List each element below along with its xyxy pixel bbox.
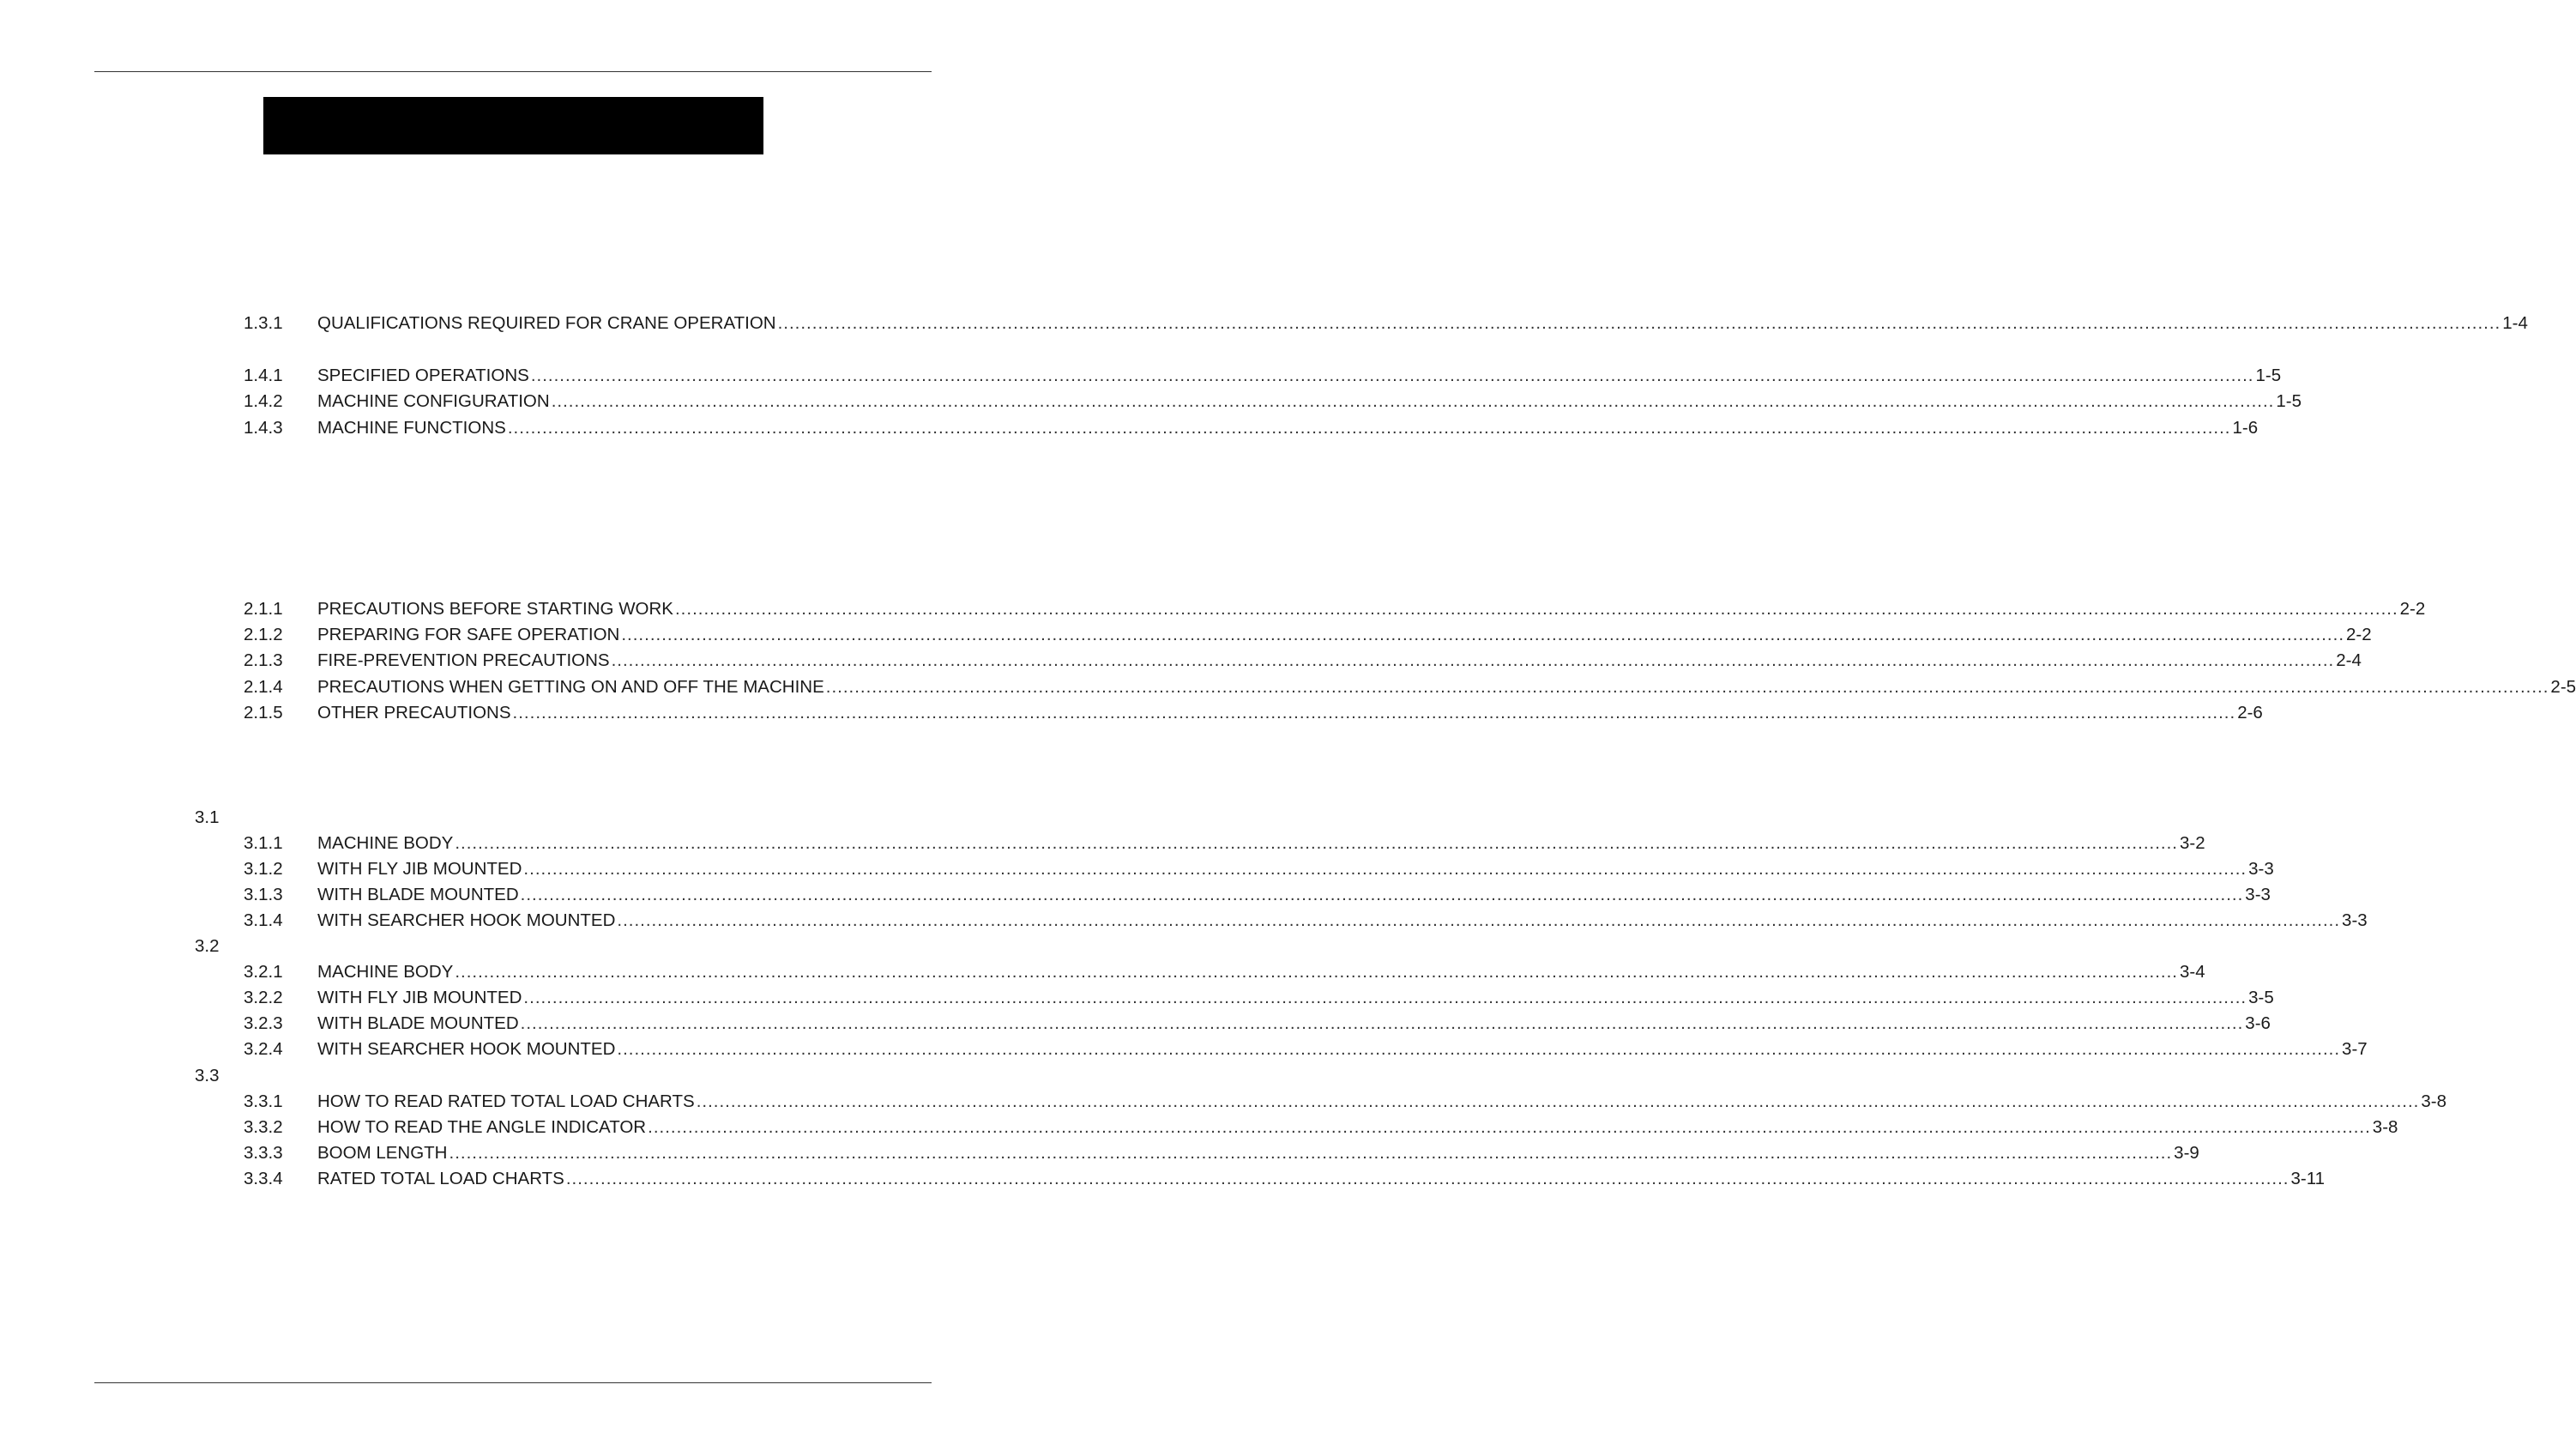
dot-leader: ............................................................................................................................................................................................................................................................................................................ bbox=[523, 859, 2247, 879]
dot-leader: ............................................................................................................................................................................................................................................................................................................ bbox=[512, 703, 2236, 722]
toc-entry-page: 2-4 bbox=[2336, 650, 2362, 670]
toc-entry-number: 3.3.1 bbox=[244, 1091, 283, 1111]
toc-entry-page: 3-11 bbox=[2290, 1169, 2326, 1188]
toc-entry-title: WITH BLADE MOUNTED bbox=[317, 1013, 519, 1033]
toc-entry-page: 3-6 bbox=[2245, 1013, 2271, 1033]
dot-leader: ............................................................................................................................................................................................................................................................................................................ bbox=[455, 833, 2178, 853]
dot-leader: ............................................................................................................................................................................................................................................................................................................ bbox=[455, 962, 2178, 982]
dot-leader: ............................................................................................................................................................................................................................................................................................................ bbox=[617, 1039, 2341, 1059]
toc-entry-title: FIRE-PREVENTION PRECAUTIONS bbox=[317, 650, 610, 670]
dot-leader: ............................................................................................................................................................................................................................................................................................................ bbox=[696, 1091, 2420, 1111]
toc-entry-page: 3-3 bbox=[2248, 859, 2274, 879]
chapter-title-banner bbox=[263, 97, 763, 154]
section-number: 3.2 bbox=[195, 936, 220, 956]
toc-entry[interactable] bbox=[244, 700, 2263, 726]
toc-entry[interactable] bbox=[244, 674, 2576, 700]
toc-entry-number: 2.1.4 bbox=[244, 677, 283, 697]
toc-entry[interactable] bbox=[244, 1011, 2271, 1037]
toc-entry[interactable] bbox=[244, 311, 2528, 336]
toc-entry-number: 3.1.4 bbox=[244, 910, 283, 930]
toc-entry-number: 3.2.2 bbox=[244, 988, 283, 1007]
dot-leader: ............................................................................................................................................................................................................................................................................................................ bbox=[674, 599, 2398, 619]
header-rule bbox=[94, 71, 932, 72]
toc-entry[interactable] bbox=[244, 1166, 2326, 1192]
toc-entry-title: HOW TO READ THE ANGLE INDICATOR bbox=[317, 1117, 647, 1137]
toc-entry-page: 3-3 bbox=[2342, 910, 2368, 930]
toc-entry[interactable] bbox=[244, 985, 2274, 1011]
dot-leader: ............................................................................................................................................................................................................................................................................................................ bbox=[520, 885, 2244, 904]
toc-entry-page: 3-8 bbox=[2421, 1091, 2447, 1111]
toc-entry-page: 3-7 bbox=[2342, 1039, 2368, 1059]
toc-entry[interactable] bbox=[244, 1089, 2447, 1115]
toc-entry-title: MACHINE BODY bbox=[317, 833, 454, 853]
toc-entry-page: 1-5 bbox=[2255, 366, 2282, 385]
toc-entry-title: MACHINE CONFIGURATION bbox=[317, 391, 550, 411]
toc-entry-number: 1.3.1 bbox=[244, 313, 283, 333]
toc-entry-title: WITH BLADE MOUNTED bbox=[317, 885, 519, 904]
toc-entry-title: HOW TO READ RATED TOTAL LOAD CHARTS bbox=[317, 1091, 695, 1111]
toc-entry-page: 1-5 bbox=[2276, 391, 2302, 411]
toc-entry[interactable] bbox=[244, 363, 2282, 389]
section-number: 3.1 bbox=[195, 807, 220, 827]
toc-entry-number: 3.3.2 bbox=[244, 1117, 283, 1137]
toc-entry-title: PREPARING FOR SAFE OPERATION bbox=[317, 625, 620, 644]
toc-entry-page: 3-5 bbox=[2248, 988, 2274, 1007]
toc-entry-title: MACHINE FUNCTIONS bbox=[317, 418, 506, 438]
toc-entry-number: 1.4.3 bbox=[244, 418, 283, 438]
toc-entry[interactable] bbox=[244, 389, 2302, 414]
toc-entry-number: 3.1.3 bbox=[244, 885, 283, 904]
toc-entry-page: 2-5 bbox=[2550, 677, 2576, 697]
toc-entry-title: SPECIFIED OPERATIONS bbox=[317, 366, 529, 385]
toc-entry-number: 2.1.2 bbox=[244, 625, 283, 644]
toc-entry[interactable] bbox=[244, 622, 2372, 648]
dot-leader: ............................................................................................................................................................................................................................................................................................................ bbox=[611, 650, 2335, 670]
toc-entry-page: 2-6 bbox=[2237, 703, 2263, 722]
toc-entry-title: WITH SEARCHER HOOK MOUNTED bbox=[317, 1039, 616, 1059]
toc-entry[interactable] bbox=[244, 831, 2205, 856]
toc-entry-title: PRECAUTIONS WHEN GETTING ON AND OFF THE MACHINE bbox=[317, 677, 824, 697]
toc-entry[interactable] bbox=[244, 1115, 2398, 1140]
toc-entry-page: 2-2 bbox=[2399, 599, 2426, 619]
toc-entry-page: 2-2 bbox=[2346, 625, 2372, 644]
toc-entry-number: 3.1.1 bbox=[244, 833, 283, 853]
toc-entry-number: 3.3.4 bbox=[244, 1169, 283, 1188]
toc-entry-page: 1-4 bbox=[2502, 313, 2528, 333]
toc-entry-number: 3.3.3 bbox=[244, 1143, 283, 1163]
toc-entry-number: 2.1.1 bbox=[244, 599, 283, 619]
toc-entry[interactable] bbox=[244, 596, 2426, 622]
toc-entry[interactable] bbox=[244, 908, 2368, 934]
toc-entry-page: 3-8 bbox=[2372, 1117, 2398, 1137]
toc-entry-title: QUALIFICATIONS REQUIRED FOR CRANE OPERATION bbox=[317, 313, 776, 333]
toc-entry-number: 1.4.1 bbox=[244, 366, 283, 385]
toc-entry-title: PRECAUTIONS BEFORE STARTING WORK bbox=[317, 599, 673, 619]
toc-entry-title: BOOM LENGTH bbox=[317, 1143, 448, 1163]
dot-leader: ............................................................................................................................................................................................................................................................................................................ bbox=[520, 1013, 2244, 1033]
toc-entry-page: 3-3 bbox=[2245, 885, 2271, 904]
footer-rule bbox=[94, 1382, 932, 1383]
toc-entry-title: WITH FLY JIB MOUNTED bbox=[317, 988, 522, 1007]
section-number: 3.3 bbox=[195, 1066, 220, 1085]
toc-entry[interactable] bbox=[244, 1140, 2199, 1166]
dot-leader: ............................................................................................................................................................................................................................................................................................................ bbox=[449, 1143, 2173, 1163]
dot-leader: ............................................................................................................................................................................................................................................................................................................ bbox=[648, 1117, 2371, 1137]
dot-leader: ............................................................................................................................................................................................................................................................................................................ bbox=[507, 418, 2231, 438]
dot-leader: ............................................................................................................................................................................................................................................................................................................ bbox=[617, 910, 2341, 930]
toc-entry-page: 3-2 bbox=[2180, 833, 2205, 853]
dot-leader: ............................................................................................................................................................................................................................................................................................................ bbox=[777, 313, 2501, 333]
toc-entry[interactable] bbox=[244, 882, 2271, 908]
toc-entry-number: 2.1.5 bbox=[244, 703, 283, 722]
dot-leader: ............................................................................................................................................................................................................................................................................................................ bbox=[621, 625, 2345, 644]
dot-leader: ............................................................................................................................................................................................................................................................................................................ bbox=[565, 1169, 2289, 1188]
toc-entry[interactable] bbox=[244, 959, 2205, 985]
toc-entry-number: 2.1.3 bbox=[244, 650, 283, 670]
dot-leader: ............................................................................................................................................................................................................................................................................................................ bbox=[825, 677, 2549, 697]
dot-leader: ............................................................................................................................................................................................................................................................................................................ bbox=[551, 391, 2275, 411]
dot-leader: ............................................................................................................................................................................................................................................................................................................ bbox=[523, 988, 2247, 1007]
toc-entry-number: 3.2.1 bbox=[244, 962, 283, 982]
toc-entry-title: RATED TOTAL LOAD CHARTS bbox=[317, 1169, 564, 1188]
toc-entry-number: 3.2.3 bbox=[244, 1013, 283, 1033]
toc-entry-title: OTHER PRECAUTIONS bbox=[317, 703, 511, 722]
toc-entry-page: 1-6 bbox=[2232, 418, 2259, 438]
toc-entry[interactable] bbox=[244, 648, 2362, 674]
toc-entry-number: 1.4.2 bbox=[244, 391, 283, 411]
toc-entry-number: 3.2.4 bbox=[244, 1039, 283, 1059]
toc-entry-number: 3.1.2 bbox=[244, 859, 283, 879]
toc-entry-page: 3-9 bbox=[2174, 1143, 2199, 1163]
dot-leader: ............................................................................................................................................................................................................................................................................................................ bbox=[530, 366, 2254, 385]
toc-entry-title: WITH SEARCHER HOOK MOUNTED bbox=[317, 910, 616, 930]
toc-entry-title: WITH FLY JIB MOUNTED bbox=[317, 859, 522, 879]
toc-entry-page: 3-4 bbox=[2180, 962, 2205, 982]
toc-entry[interactable] bbox=[244, 1037, 2368, 1062]
toc-entry[interactable] bbox=[244, 856, 2274, 882]
toc-entry-title: MACHINE BODY bbox=[317, 962, 454, 982]
toc-entry[interactable] bbox=[244, 415, 2259, 441]
